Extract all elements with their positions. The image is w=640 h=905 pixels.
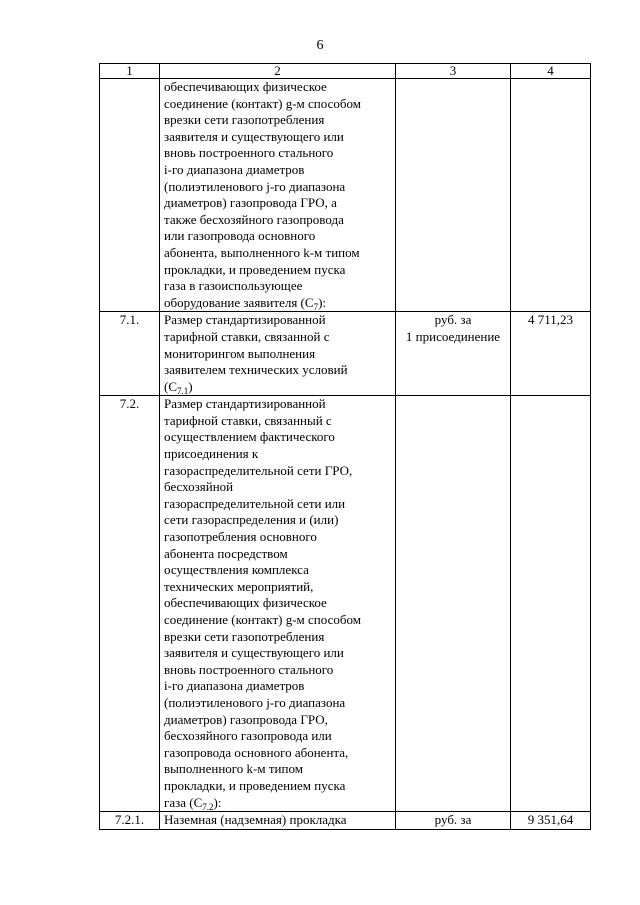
column-header: 3 bbox=[396, 64, 511, 79]
description-line: бесхозяйной bbox=[164, 479, 234, 495]
description-line: заявителя и существующего или bbox=[164, 128, 344, 144]
tariff-table bbox=[99, 63, 591, 830]
description-line: Размер стандартизированной bbox=[164, 312, 326, 328]
value-cell bbox=[511, 79, 591, 312]
subscript-index: 7.1 bbox=[177, 385, 189, 396]
row-number: 7.2. bbox=[100, 396, 160, 812]
table-row bbox=[100, 312, 591, 396]
description-line: Наземная (надземная) прокладка bbox=[164, 812, 347, 828]
row-description bbox=[160, 812, 396, 830]
description-line: тарифной ставки, связанный с bbox=[164, 412, 332, 428]
unit-cell bbox=[396, 79, 511, 312]
description-line: врезки сети газопотребления bbox=[164, 628, 325, 644]
description-line: диаметров) газопровода ГРО, а bbox=[164, 195, 337, 211]
description-line: тарифной ставки, связанной с bbox=[164, 328, 330, 344]
description-tail: ): bbox=[213, 794, 222, 810]
description-line: газораспределительной сети ГРО, bbox=[164, 462, 353, 478]
description-line: вновь построенного стального bbox=[164, 661, 334, 677]
description-line: (С bbox=[164, 378, 177, 394]
row-description bbox=[160, 396, 396, 812]
subscript-index: 7 bbox=[313, 301, 319, 312]
column-header: 2 bbox=[160, 64, 396, 79]
description-line: технических мероприятий, bbox=[164, 578, 314, 594]
description-line: Размер стандартизированной bbox=[164, 396, 326, 412]
description-line: прокладки, и проведением пуска bbox=[164, 777, 346, 793]
table-header-row bbox=[100, 64, 591, 79]
description-line: газа (С bbox=[164, 794, 203, 810]
description-line: осуществления комплекса bbox=[164, 562, 309, 578]
page-number: 6 bbox=[316, 38, 324, 53]
description-line: заявителя и существующего или bbox=[164, 645, 344, 661]
description-line: газа в газоиспользующее bbox=[164, 278, 303, 294]
row-description bbox=[160, 79, 396, 312]
row-number: 7.1. bbox=[100, 312, 160, 396]
description-line: (полиэтиленового j-го диапазона bbox=[164, 694, 346, 710]
description-line: также бесхозяйного газопровода bbox=[164, 211, 344, 227]
row-description bbox=[160, 312, 396, 396]
description-line: выполненного k-м типом bbox=[164, 761, 303, 777]
description-line: или газопровода основного bbox=[164, 228, 316, 244]
unit-text: руб. за bbox=[434, 312, 472, 328]
unit-text: руб. за bbox=[434, 812, 472, 828]
description-last-line bbox=[164, 812, 391, 829]
unit-text: 1 присоединение bbox=[405, 328, 501, 344]
column-header: 4 bbox=[511, 64, 591, 79]
description-line: мониторингом выполнения bbox=[164, 345, 316, 361]
description-line: соединение (контакт) g-м способом bbox=[164, 612, 361, 627]
description-line: обеспечивающих физическое bbox=[164, 595, 327, 611]
unit-cell bbox=[396, 812, 511, 830]
description-line: диаметров) газопровода ГРО, bbox=[164, 711, 328, 727]
description-tail: ) bbox=[188, 378, 193, 394]
description-line: обеспечивающих физическое bbox=[164, 79, 327, 94]
description-line: соединение (контакт) g-м способом bbox=[164, 95, 361, 111]
description-line: абонента, выполненного k-м типом bbox=[164, 244, 360, 260]
description-line: газопотребления основного bbox=[164, 529, 317, 545]
description-line: прокладки, и проведением пуска bbox=[164, 261, 346, 277]
description-last-line bbox=[164, 295, 391, 312]
unit-cell bbox=[396, 396, 511, 812]
description-line: врезки сети газопотребления bbox=[164, 112, 325, 128]
table-row bbox=[100, 812, 591, 830]
description-line: i-го диапазона диаметров bbox=[164, 678, 305, 694]
value-cell bbox=[511, 396, 591, 812]
description-line: газораспределительной сети или bbox=[164, 495, 346, 511]
description-line: осуществлением фактического bbox=[164, 429, 335, 445]
description-tail: ): bbox=[318, 294, 327, 310]
column-header: 1 bbox=[100, 64, 160, 79]
description-line: бесхозяйного газопровода или bbox=[164, 728, 332, 744]
row-number bbox=[100, 79, 160, 312]
description-line: (полиэтиленового j-го диапазона bbox=[164, 178, 346, 194]
value-cell: 4 711,23 bbox=[511, 312, 591, 396]
description-line: вновь построенного стального bbox=[164, 145, 334, 161]
description-line: сети газораспределения и (или) bbox=[164, 512, 339, 528]
value-cell: 9 351,64 bbox=[511, 812, 591, 830]
subscript-index: 7.2 bbox=[202, 801, 214, 812]
description-line: заявителем технических условий bbox=[164, 362, 348, 378]
description-line: оборудование заявителя (С bbox=[164, 294, 314, 310]
row-number: 7.2.1. bbox=[100, 812, 160, 830]
description-line: абонента посредством bbox=[164, 545, 288, 561]
unit-cell bbox=[396, 312, 511, 396]
table-row bbox=[100, 396, 591, 812]
description-line: i-го диапазона диаметров bbox=[164, 161, 305, 177]
description-line: присоединения к bbox=[164, 446, 259, 462]
description-last-line bbox=[164, 379, 391, 396]
description-line: газопровода основного абонента, bbox=[164, 744, 349, 760]
description-last-line bbox=[164, 795, 391, 812]
table-row bbox=[100, 79, 591, 312]
